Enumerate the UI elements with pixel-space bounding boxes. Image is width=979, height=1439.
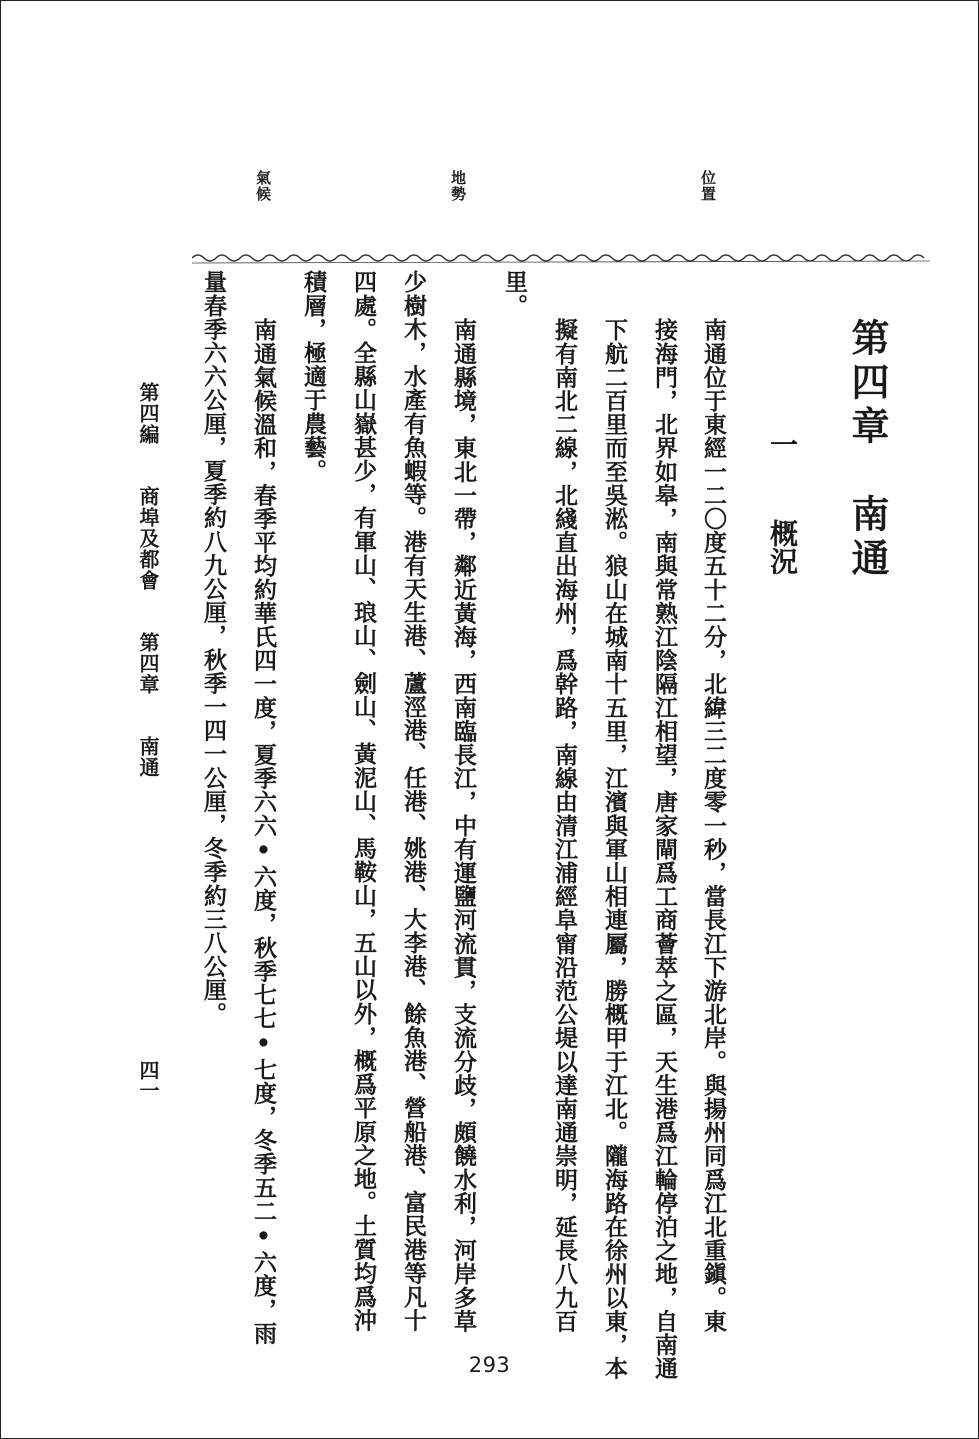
terrain-line-2: 少樹木，水產有魚蝦等。港有天生港、蘆涇港、任港、姚港、大李港、餘魚港、營船港、富民港等凡十 xyxy=(400,270,427,1332)
page-number: 293 xyxy=(468,1353,511,1377)
terrain-line-3: 四處。全縣山嶽甚少，有軍山、琅山、劍山、黃泥山、馬鞍山，五山以外，概爲平原之地。土質均爲沖 xyxy=(350,270,377,1332)
climate-line-1: 南通氣候溫和，春季平均約華氏四一度，夏季六六•六度，秋季七七•七度，冬季五二•六度，雨 xyxy=(250,318,277,1345)
margin-label-terrain: 地勢 xyxy=(449,170,467,202)
margin-label-climate: 氣候 xyxy=(254,170,272,202)
terrain-line-1: 南通縣境，東北一帶，鄰近黃海，西南臨長江，中有運鹽河流貫，支流分歧，頗饒水利，河岸多草 xyxy=(450,318,477,1333)
section-heading xyxy=(766,430,799,575)
climate-line-2: 量春季六六公厘，夏季約八九公厘，秋季一四一公厘，冬季約三八公厘。 xyxy=(200,270,227,1026)
position-line-4: 擬有南北二線，北綫直出海州，爲幹路，南線由清江浦經阜甯沿范公堤以達南通崇明，延長八九百 xyxy=(551,318,578,1333)
margin-label-position: 位置 xyxy=(699,170,717,202)
leaf-number: 四一 xyxy=(136,1060,160,1100)
position-line-5: 里。 xyxy=(501,270,528,318)
header-wavy-rule xyxy=(192,250,930,270)
running-head xyxy=(138,382,158,778)
running-head-chapter: 第四章 xyxy=(136,632,160,695)
running-head-part: 第四編 xyxy=(136,382,160,445)
position-line-2: 接海門，北界如皋，南與常熟江陰隔江相望，唐家閘爲工商薈萃之區，天生港爲江輪停泊之地，自南通 xyxy=(651,318,678,1380)
running-head-part-title: 商埠及都會 xyxy=(136,486,160,591)
running-head-chapter-name: 南通 xyxy=(136,736,160,778)
position-line-1: 南通位于東經一二〇度五十二分，北緯三二度零一秒，當長江下游北岸。與揚州同爲江北重鎭。東 xyxy=(700,318,727,1333)
section-number: 一 xyxy=(766,430,799,458)
position-line-3: 下航二百里而至吳淞。狼山在城南十五里，江濱與軍山相連屬，勝概甲于江北。隴海路在徐州以東，本 xyxy=(601,318,628,1380)
terrain-line-4: 積層，極適于農藝。 xyxy=(300,270,327,483)
chapter-title: 第四章 南通 xyxy=(845,318,890,582)
section-title: 概況 xyxy=(766,519,799,575)
